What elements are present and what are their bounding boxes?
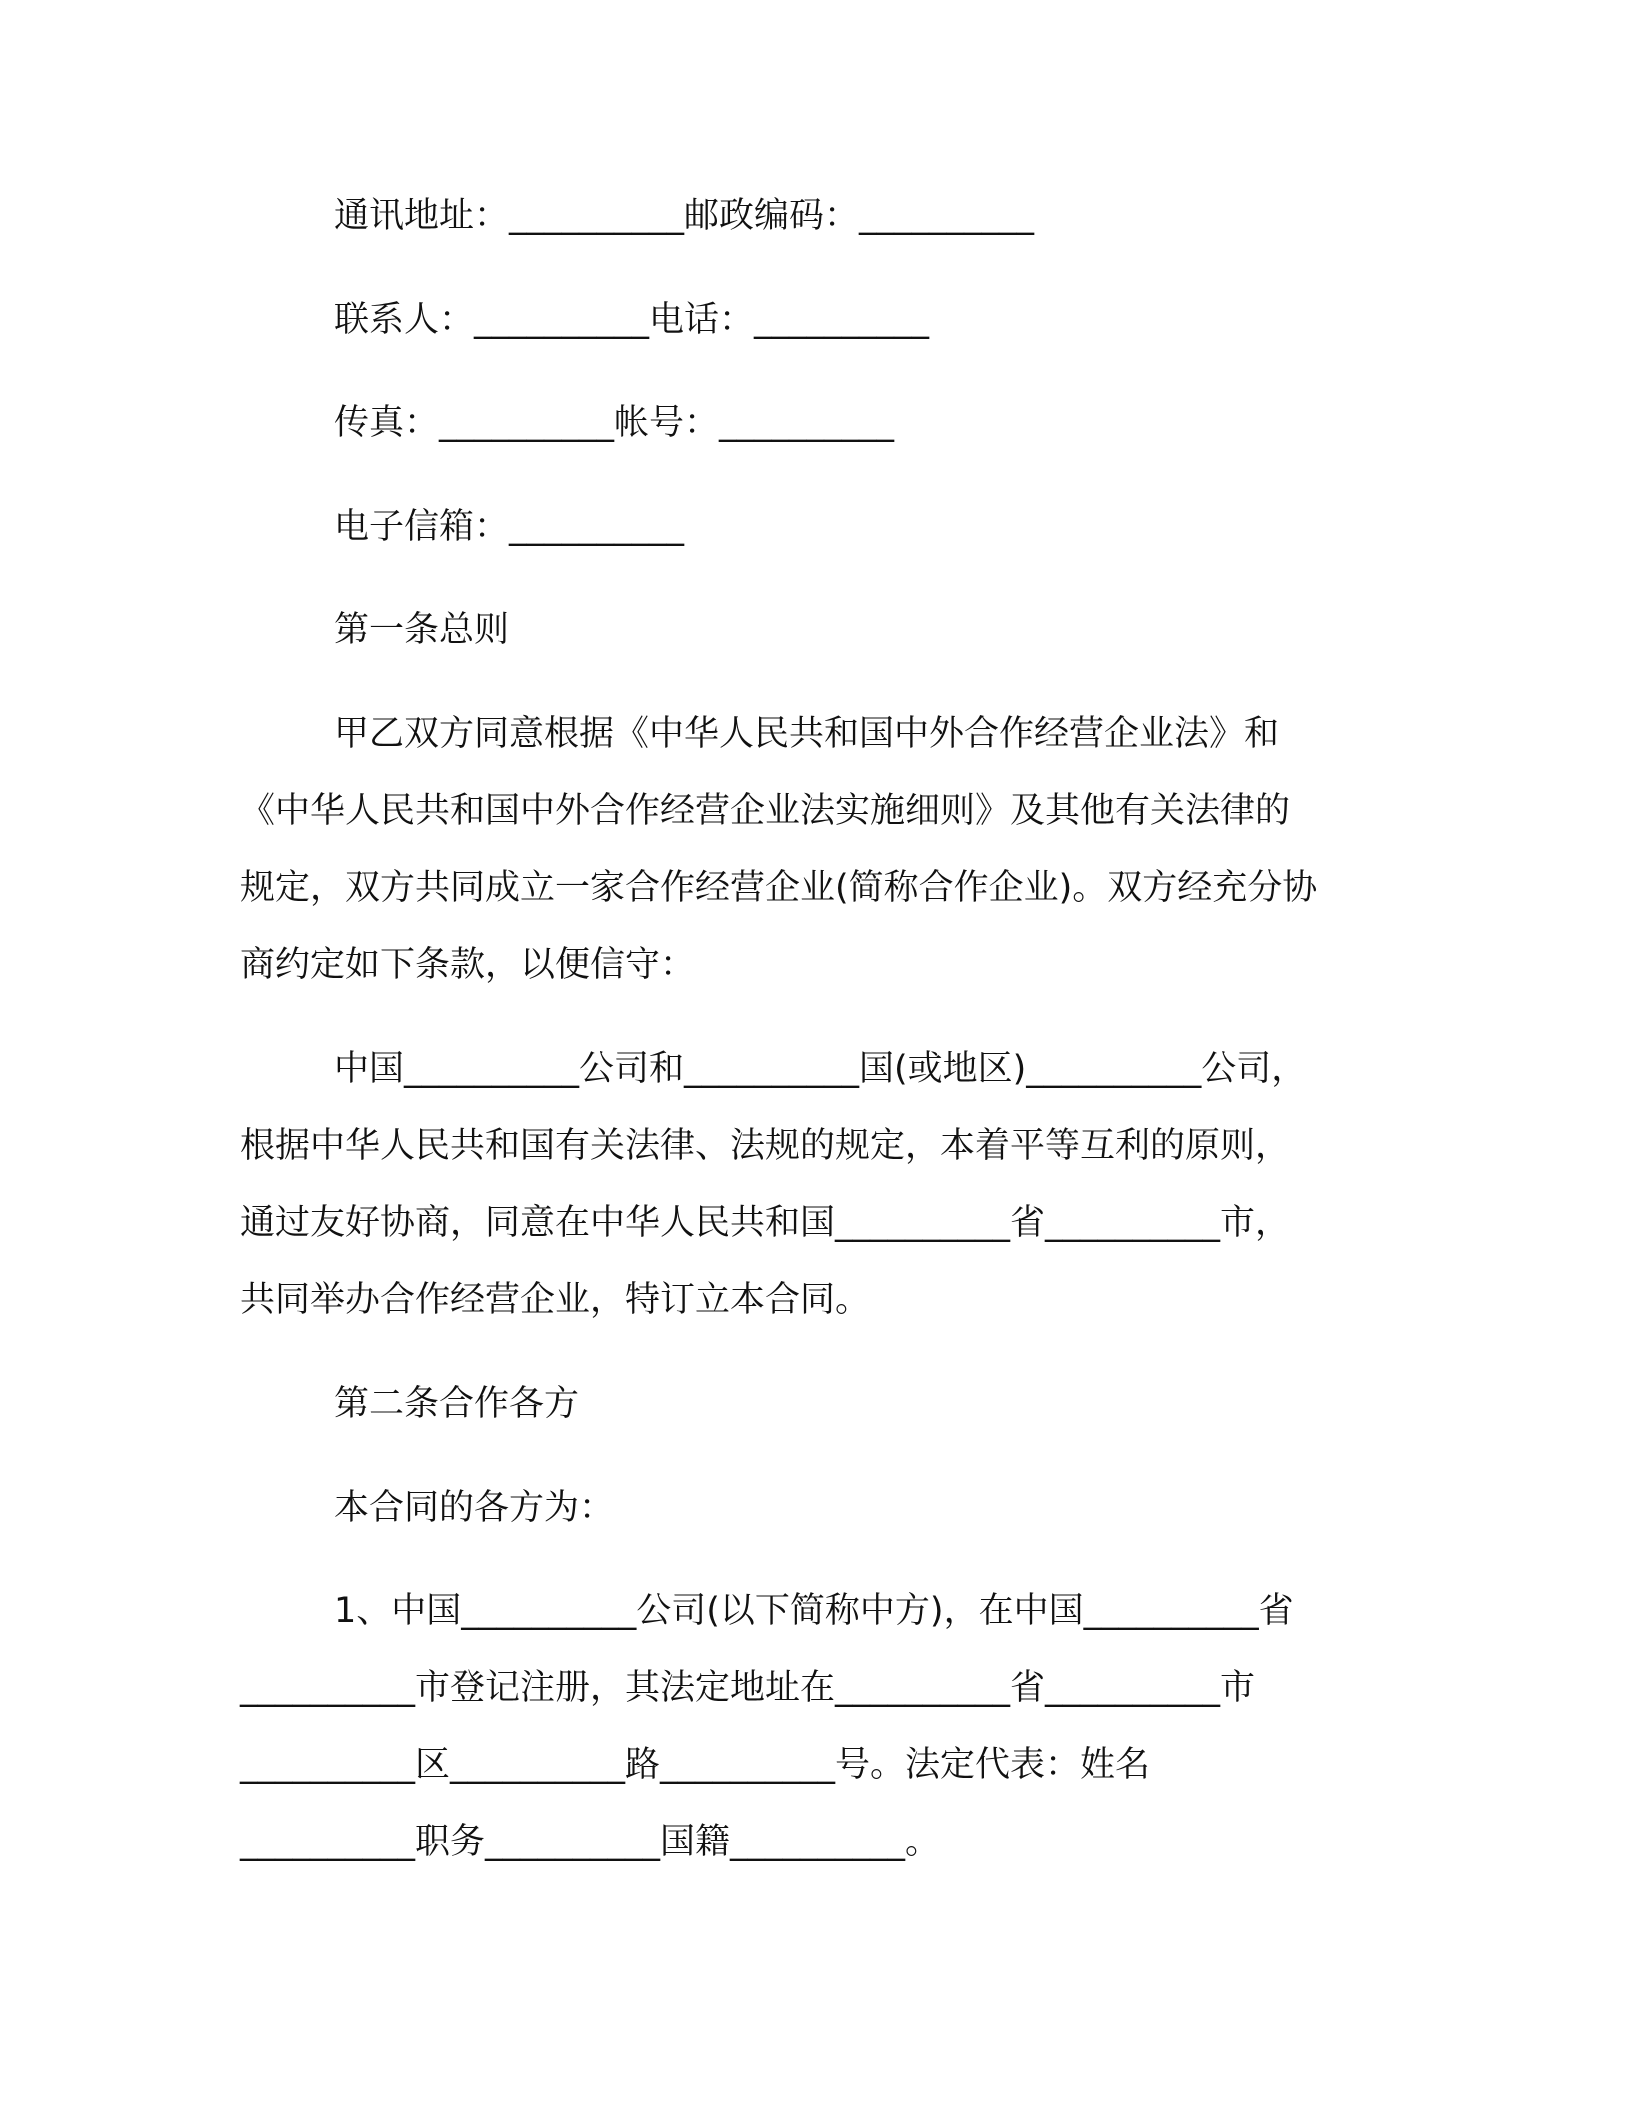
- article1-paragraph2-line: 中国__________公司和__________国(或地区)__________公司，: [334, 1049, 1307, 1089]
- article2-item1-line: 1、中国__________公司(以下简称中方)，在中国__________省: [334, 1591, 1294, 1631]
- article1-paragraph1-line: 《中华人民共和国中外合作经营企业法实施细则》及其他有关法律的: [240, 791, 1291, 831]
- article1-paragraph1-line: 商约定如下条款，以便信守：: [240, 945, 696, 985]
- article2-intro: 本合同的各方为：: [334, 1488, 615, 1528]
- article1-paragraph2-line: 根据中华人民共和国有关法律、法规的规定，本着平等互利的原则，: [240, 1126, 1291, 1166]
- article1-paragraph1-line: 甲乙双方同意根据《中华人民共和国中外合作经营企业法》和: [334, 714, 1280, 754]
- article2-heading: 第二条合作各方: [334, 1384, 580, 1424]
- article1-paragraph2-line: 共同举办合作经营企业，特订立本合同。: [240, 1280, 871, 1320]
- contact-address-postcode-line: 通讯地址：__________邮政编码：__________: [334, 196, 1035, 236]
- article2-item1-line: __________市登记注册，其法定地址在__________省__________市: [240, 1668, 1256, 1708]
- article2-item1-line: __________区__________路__________号。法定代表：姓名: [240, 1745, 1151, 1785]
- article1-paragraph1-line: 规定，双方共同成立一家合作经营企业(简称合作企业)。双方经充分协: [240, 868, 1318, 908]
- article1-heading: 第一条总则: [334, 610, 510, 650]
- email-line: 电子信箱：__________: [334, 507, 685, 547]
- contact-person-phone-line: 联系人：__________电话：__________: [334, 300, 930, 340]
- fax-account-line: 传真：__________帐号：__________: [334, 403, 895, 443]
- article2-item1-line: __________职务__________国籍__________。: [240, 1822, 941, 1862]
- article1-paragraph2-line: 通过友好协商，同意在中华人民共和国__________省__________市，: [240, 1203, 1291, 1243]
